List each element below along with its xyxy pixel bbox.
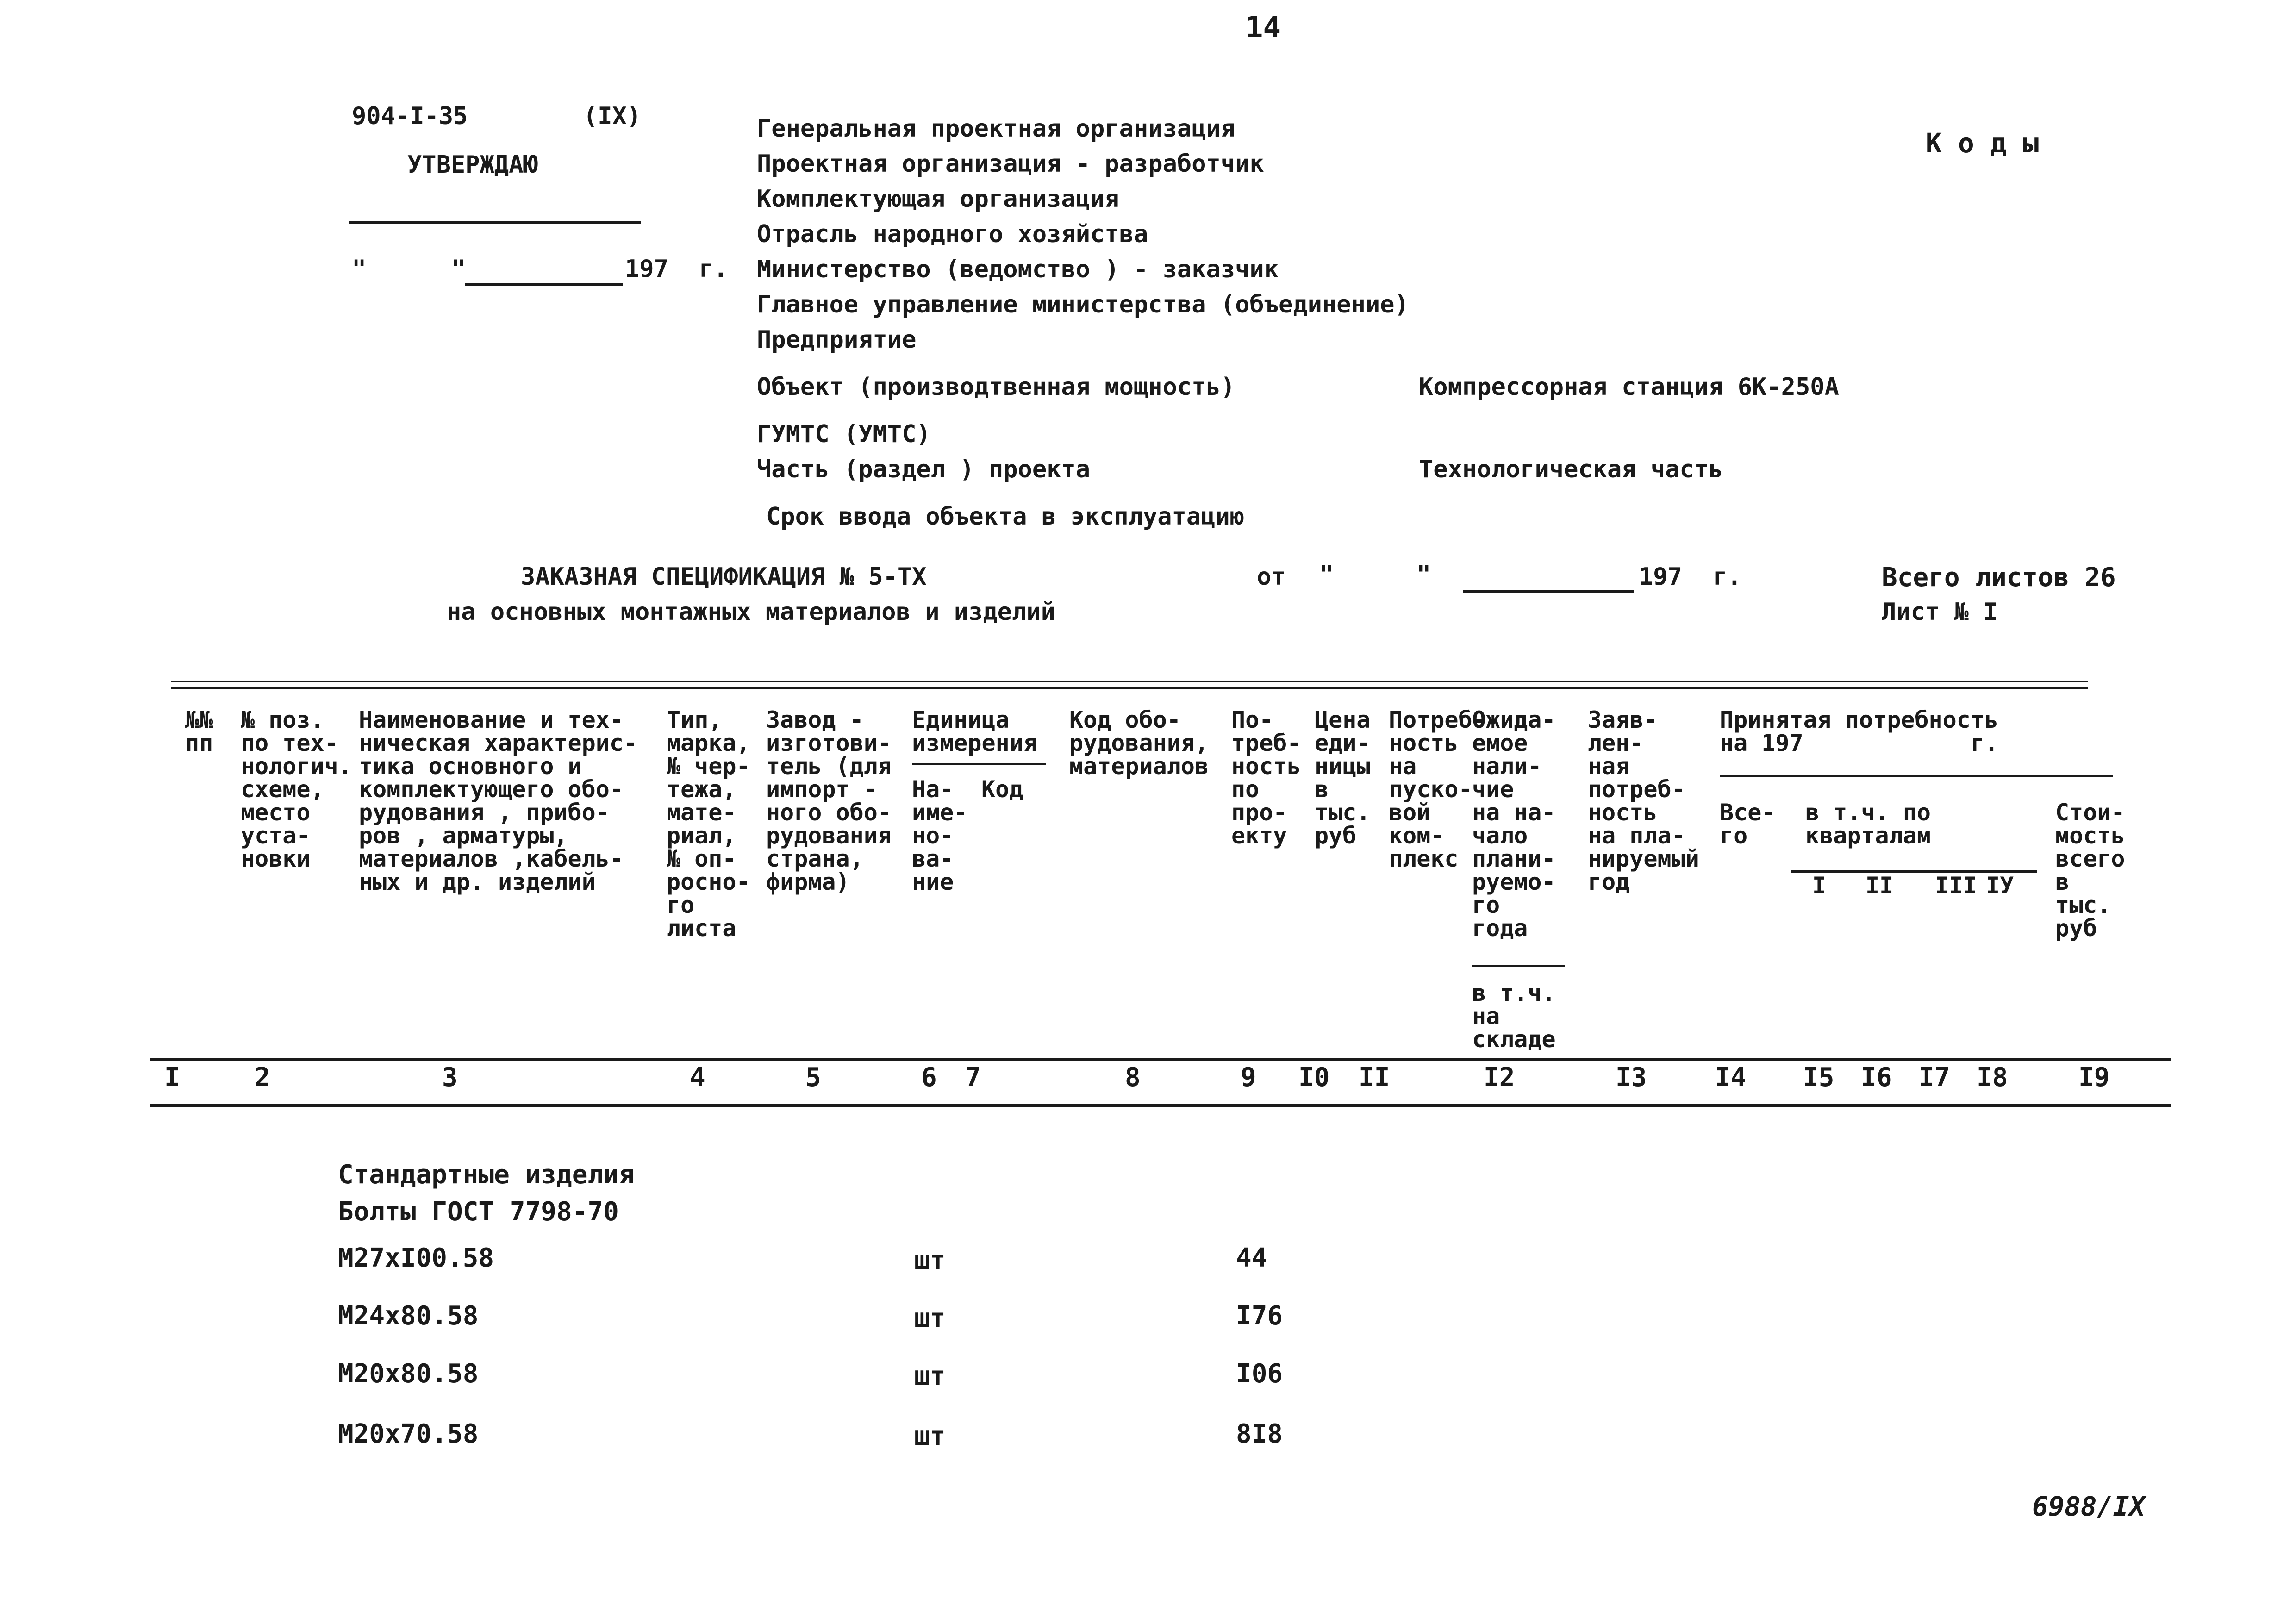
col-number-11: II	[1359, 1062, 1390, 1093]
header-accepted-rule	[1720, 775, 2113, 777]
deadline-label: Срок ввода объекта в эксплуатацию	[766, 503, 1245, 531]
col-number-15: I5	[1803, 1062, 1834, 1093]
row-3-qty: I06	[1236, 1359, 1283, 1389]
row-4-qty: 8I8	[1236, 1419, 1283, 1449]
header-col-6-7-title: Единица измерения	[912, 706, 1037, 756]
document-code: 904-I-35	[352, 102, 468, 130]
part-value: Технологическая часть	[1419, 456, 1723, 483]
col-number-2: 2	[255, 1062, 270, 1093]
date-year-suffix: г.	[699, 255, 728, 283]
header-col-4: Тип, марка, № чер- тежа, мате- риал, № оп- росно- го листа	[667, 706, 750, 942]
header-col-18: IУ	[1986, 872, 2014, 899]
header-col-12: Ожида- емое нали- чие на на- чало плани- руемо- го года	[1472, 706, 1556, 942]
archive-stamp: 6988/IX	[2032, 1491, 2146, 1522]
col-number-16: I6	[1861, 1062, 1892, 1093]
row-4-unit: шт	[914, 1421, 946, 1451]
col-number-1: I	[164, 1062, 180, 1093]
col-number-7: 7	[965, 1062, 981, 1093]
header-col-8: Код обо- рудования, материалов	[1069, 706, 1209, 780]
row-3-unit: шт	[914, 1361, 946, 1391]
gumts-label: ГУМТС (УМТС)	[757, 420, 931, 448]
header-col-16: II	[1866, 872, 1894, 899]
date-quote-close: "	[451, 255, 466, 283]
spec-date-quote-open: "	[1319, 561, 1334, 588]
date-line	[465, 283, 623, 286]
spec-subtitle: на основных монтажных материалов и изделий	[447, 598, 1055, 626]
col-number-13: I3	[1616, 1062, 1647, 1093]
section-subtitle: Болты ГОСТ 7798-70	[338, 1197, 619, 1227]
header-accepted-title: Принятая потребность на 197 г.	[1720, 706, 1999, 756]
spec-title: ЗАКАЗНАЯ СПЕЦИФИКАЦИЯ № 5-ТХ	[521, 563, 927, 591]
row-1-unit: шт	[914, 1245, 946, 1275]
row-2-qty: I76	[1236, 1301, 1283, 1331]
header-unit-rule	[912, 763, 1046, 765]
org-field-ministry: Министерство (ведомство ) - заказчик	[757, 256, 1279, 283]
col-number-19: I9	[2078, 1062, 2110, 1093]
signature-line	[349, 221, 641, 224]
header-bottom-rule	[150, 1058, 2171, 1061]
header-quarters-title: в т.ч. по кварталам	[1805, 799, 1931, 849]
spec-date-quote-close: "	[1416, 561, 1431, 588]
row-4-name: М20х70.58	[338, 1419, 479, 1449]
row-2-unit: шт	[914, 1303, 946, 1333]
object-label: Объект (производтвенная мощность)	[757, 373, 1235, 401]
col-number-4: 4	[690, 1062, 705, 1093]
header-col-9: По- треб- ность по про- екту	[1231, 706, 1301, 849]
org-field-completing: Комплектующая организация	[757, 185, 1119, 213]
header-col-19: Стои- мость всего в тыс. руб	[2055, 799, 2125, 942]
row-1-name: М27хI00.58	[338, 1243, 494, 1273]
col-number-17: I7	[1919, 1062, 1950, 1093]
codes-title: К о д ы	[1926, 127, 2039, 159]
header-col-14: Все- го	[1720, 799, 1776, 849]
date-year: 197	[625, 255, 668, 283]
header-col-15: I	[1812, 872, 1827, 899]
document-volume: (IX)	[583, 102, 642, 130]
col-number-18: I8	[1977, 1062, 2008, 1093]
header-col-3: Наименование и тех- ническая характерис- тика основного и комплектующего обо- рудования , прибо- ров , арматуры, материалов ,кабель- ных и др. изделий	[359, 706, 638, 895]
row-2-name: М24х80.58	[338, 1301, 479, 1331]
header-col-17: III	[1935, 872, 1977, 899]
page-number: 14	[1245, 11, 1281, 45]
row-1-qty: 44	[1236, 1243, 1267, 1273]
org-field-developer: Проектная организация - разработчик	[757, 150, 1264, 178]
header-col-2: № поз. по тех- нологич. схеме, место уста- новки	[241, 706, 352, 872]
header-col-13: Заяв- лен- ная потреб- ность на пла- нируемый год	[1588, 706, 1699, 895]
col-number-8: 8	[1125, 1062, 1141, 1093]
col-number-12: I2	[1484, 1062, 1515, 1093]
section-title: Стандартные изделия	[338, 1160, 635, 1190]
col-number-10: I0	[1298, 1062, 1330, 1093]
table-top-rule	[171, 681, 2088, 689]
org-field-main-directorate: Главное управление министерства (объединение)	[757, 291, 1409, 319]
column-number-bottom-rule	[150, 1104, 2171, 1107]
spec-from: от	[1257, 563, 1286, 591]
org-field-enterprise: Предприятие	[757, 326, 917, 354]
header-col-7: Код	[981, 776, 1023, 803]
sheet-number: Лист № I	[1882, 598, 1998, 626]
org-field-general: Генеральная проектная организация	[757, 115, 1235, 143]
spec-year: 197	[1639, 563, 1682, 591]
sheets-total: Всего листов 26	[1882, 562, 2116, 593]
row-3-name: М20х80.58	[338, 1359, 479, 1389]
col-number-6: 6	[921, 1062, 937, 1093]
header-col-12-sub: в т.ч. на складе	[1472, 980, 1556, 1053]
part-label: Часть (раздел ) проекта	[757, 456, 1091, 483]
date-quote-open: "	[352, 255, 367, 283]
header-col-10: Цена еди- ницы в тыс. руб	[1315, 706, 1371, 849]
spec-date-line	[1463, 590, 1634, 593]
col-number-5: 5	[805, 1062, 821, 1093]
object-value: Компрессорная станция 6К-250А	[1419, 373, 1839, 401]
col-number-3: 3	[442, 1062, 458, 1093]
header-col-12-rule	[1472, 965, 1565, 967]
header-col-6: На- име- но- ва- ние	[912, 776, 968, 895]
col-number-9: 9	[1241, 1062, 1256, 1093]
approve-label: УТВЕРЖДАЮ	[407, 151, 538, 179]
org-field-industry: Отрасль народного хозяйства	[757, 220, 1148, 248]
header-col-5: Завод - изготови- тель (для импорт - ного обо- рудования страна, фирма)	[766, 706, 892, 895]
spec-year-suffix: г.	[1713, 563, 1742, 591]
header-col-1: №№ пп	[185, 706, 213, 756]
header-col-11: Потреб- ность на пуско- вой ком- плекс	[1389, 706, 1486, 872]
col-number-14: I4	[1715, 1062, 1747, 1093]
